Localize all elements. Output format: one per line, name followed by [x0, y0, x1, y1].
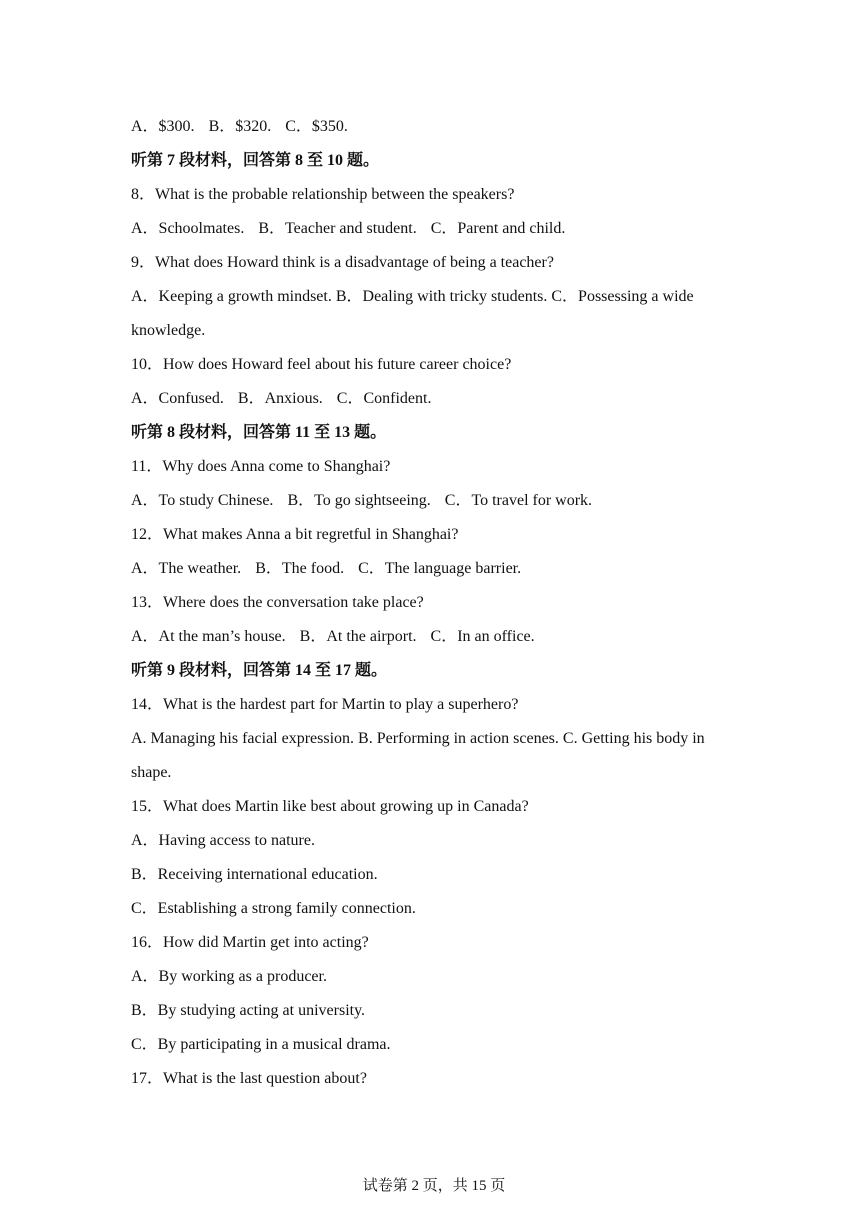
q7-option-a: A．$300. — [131, 118, 195, 135]
q7-option-b: B．$320. — [208, 118, 272, 135]
q16-option-c: C．By participating in a musical drama. — [131, 1036, 391, 1053]
q13-option-a: A．At the man’s house. — [131, 628, 286, 645]
q12-question: 12．What makes Anna a bit regretful in Shanghai? — [131, 526, 459, 543]
q10-question: 10．How does Howard feel about his future career choice? — [131, 356, 512, 373]
q16-question: 16．How did Martin get into acting? — [131, 934, 369, 951]
q12-options — [131, 552, 741, 586]
q10-option-c: C．Confident. — [336, 390, 432, 407]
q8-option-a: A．Schoolmates. — [131, 220, 245, 237]
q12-option-c: C．The language barrier. — [358, 560, 522, 577]
section-heading-8: 听第 8 段材料，回答第 11 至 13 题。 — [131, 424, 387, 441]
q14-options: A. Managing his facial expression. B. Performing in action scenes. C. Getting his body in shape. — [131, 730, 705, 781]
q13-option-c: C．In an office. — [430, 628, 535, 645]
q16-option-b: B．By studying acting at university. — [131, 1002, 366, 1019]
q11-option-c: C．To travel for work. — [444, 492, 593, 509]
q10-option-a: A．Confused. — [131, 390, 224, 407]
q16-option-a: A．By working as a producer. — [131, 968, 327, 985]
q10-option-b: B．Anxious. — [237, 390, 323, 407]
q15-option-c: C．Establishing a strong family connection. — [131, 900, 416, 917]
q11-question: 11．Why does Anna come to Shanghai? — [131, 458, 391, 475]
q8-option-b: B．Teacher and student. — [258, 220, 417, 237]
q13-question: 13．Where does the conversation take place? — [131, 594, 424, 611]
q7-option-c: C．$350. — [285, 118, 348, 135]
q12-option-a: A．The weather. — [131, 560, 242, 577]
q11-option-b: B．To go sightseeing. — [287, 492, 431, 509]
q11-options — [131, 484, 741, 518]
q11-option-a: A．To study Chinese. — [131, 492, 274, 509]
q8-question: 8．What is the probable relationship between the speakers? — [131, 186, 515, 203]
q15-option-a: A．Having access to nature. — [131, 832, 315, 849]
q15-question: 15．What does Martin like best about growing up in Canada? — [131, 798, 529, 815]
section-heading-7: 听第 7 段材料，回答第 8 至 10 题。 — [131, 152, 380, 169]
q17-question: 17．What is the last question about? — [131, 1070, 367, 1087]
question-list — [131, 110, 741, 1096]
q14-question: 14．What is the hardest part for Martin to play a superhero? — [131, 696, 519, 713]
q15-option-b: B．Receiving international education. — [131, 866, 378, 883]
q12-option-b: B．The food. — [255, 560, 345, 577]
page-footer: 试卷第 2 页，共 15 页 — [362, 1178, 506, 1194]
q8-option-c: C．Parent and child. — [430, 220, 566, 237]
section-heading-9: 听第 9 段材料，回答第 14 至 17 题。 — [131, 662, 388, 679]
q7-options — [131, 110, 741, 144]
q9-options: A．Keeping a growth mindset. B．Dealing with tricky students. C．Possessing a wide knowledge. — [131, 288, 694, 339]
q8-options — [131, 212, 741, 246]
q13-options — [131, 620, 741, 654]
q9-question: 9．What does Howard think is a disadvantage of being a teacher? — [131, 254, 554, 271]
q10-options — [131, 382, 741, 416]
q13-option-b: B．At the airport. — [299, 628, 417, 645]
